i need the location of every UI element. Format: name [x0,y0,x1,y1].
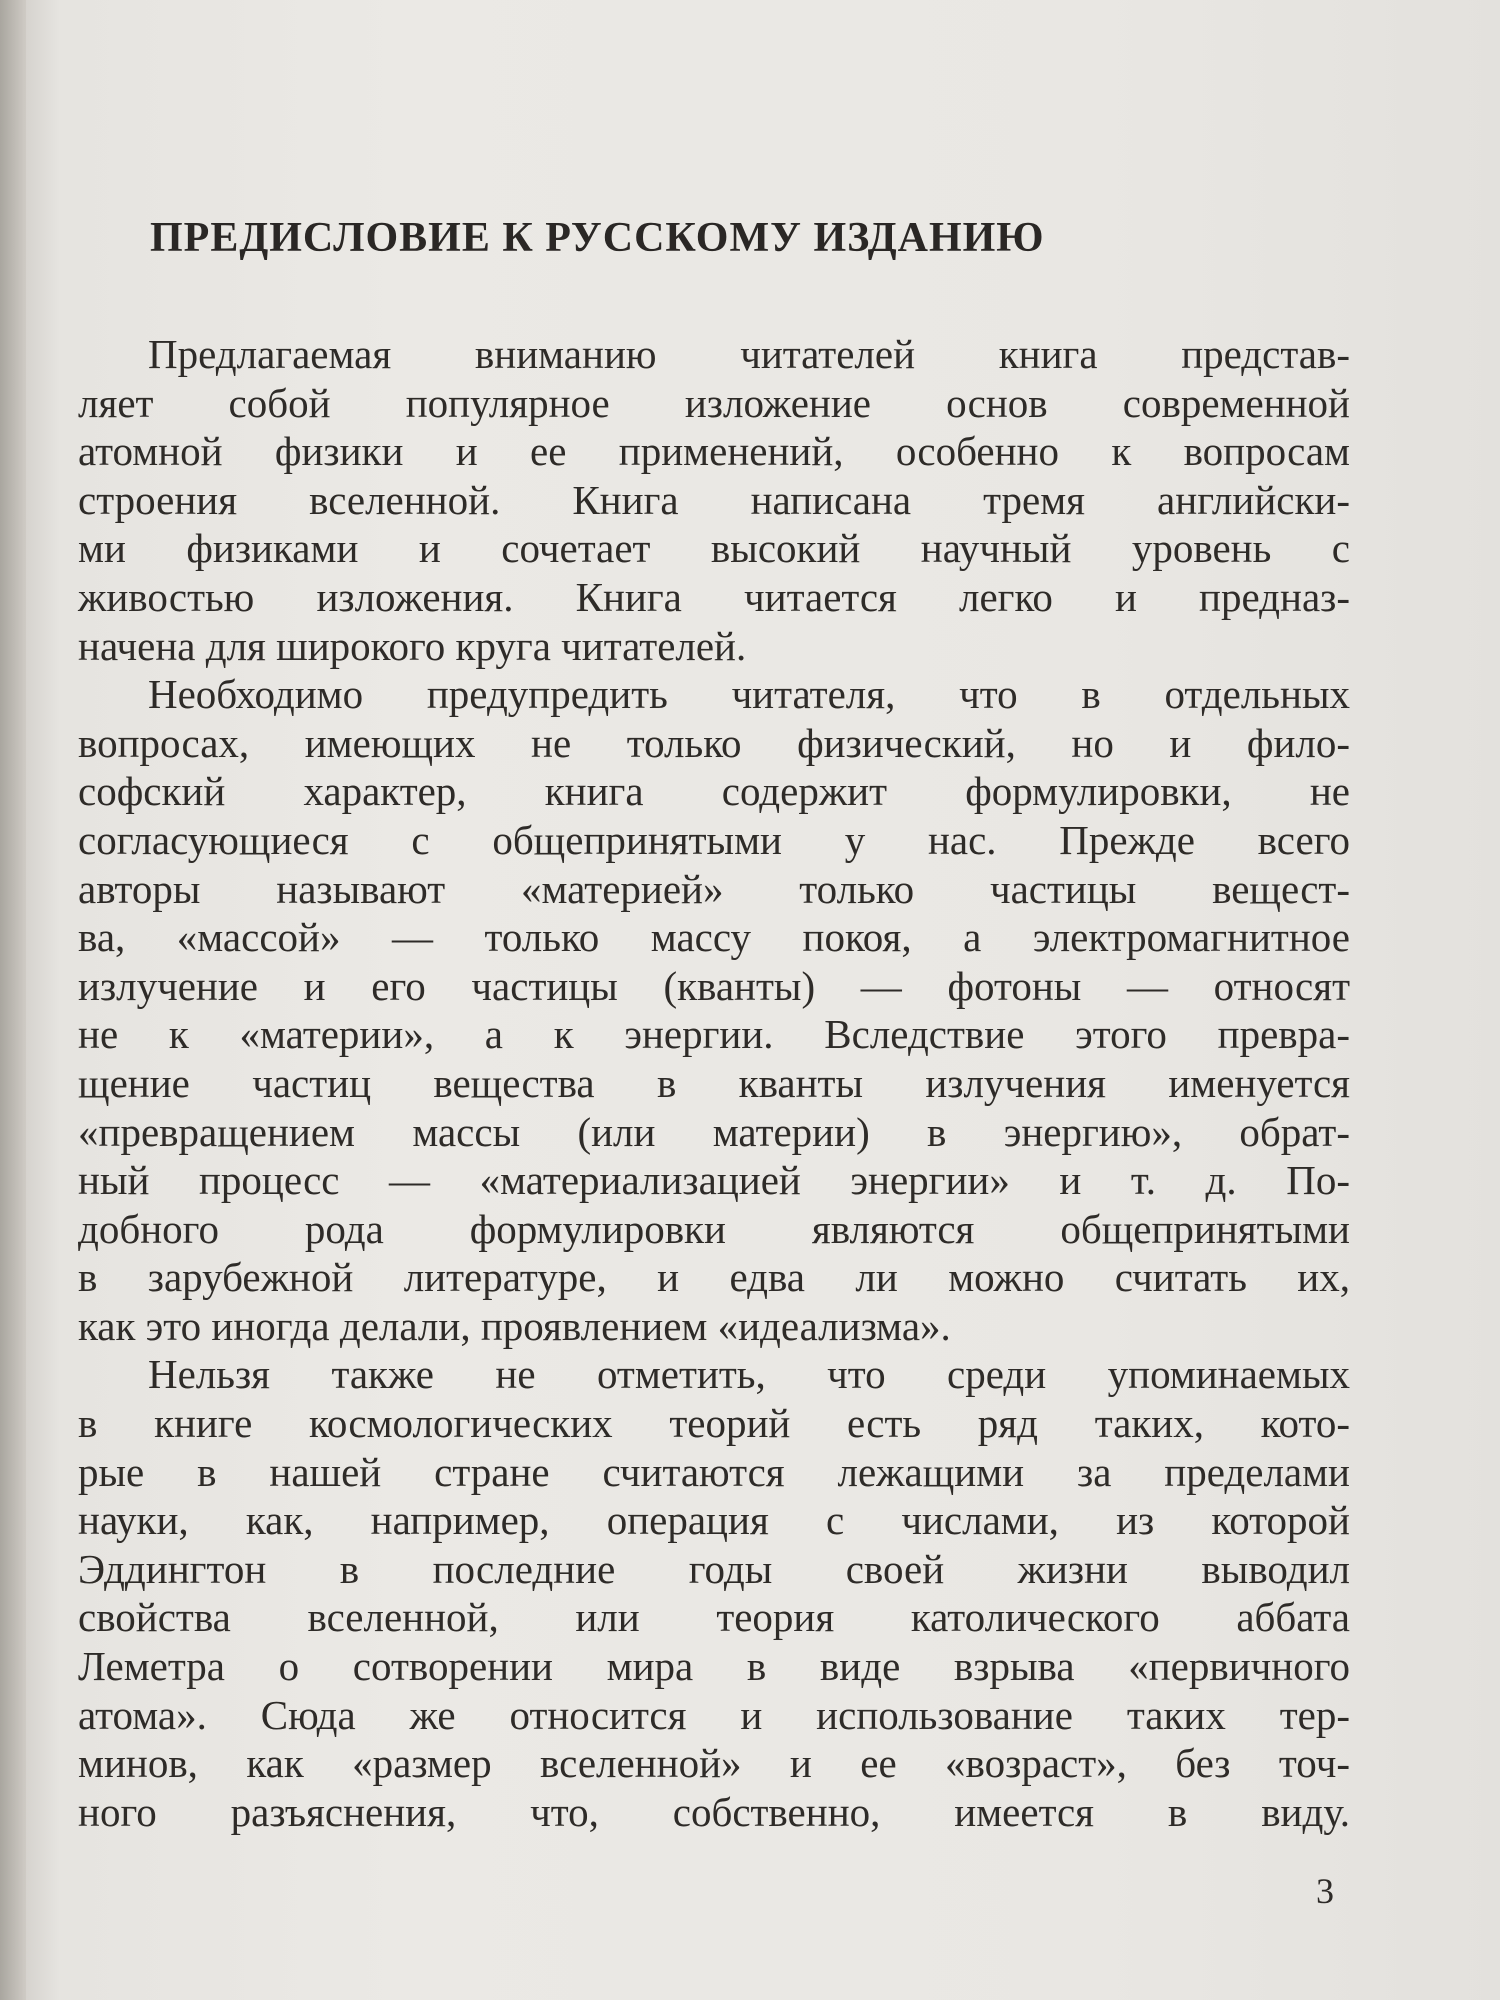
text-line: ва, «массой» — только массу покоя, а электромагнитное [78,914,1350,961]
text-line: щение частиц вещества в кванты излучения именуется [78,1059,1350,1106]
text-line: Необходимо предупредить читателя, что в отдельных [148,671,1350,718]
text-line: рые в нашей стране считаются лежащими за пределами [78,1448,1350,1495]
text-line: ми физиками и сочетает высокий научный уровень с [78,525,1350,572]
text-line: Леметра о сотворении мира в виде взрыва «первичного [78,1643,1350,1690]
text-line: авторы называют «материей» только частицы вещест- [78,865,1350,912]
page-number: 3 [1316,1871,1334,1911]
text-line: как это иногда делали, проявлением «идеализма». [78,1302,951,1349]
text-line: ного разъяснения, что, собственно, имеется в виду. [78,1788,1350,1835]
body-text [78,330,1350,1836]
text-line: добного рода формулировки являются общепринятыми [78,1205,1350,1252]
text-line: атомной физики и ее применений, особенно к вопросам [78,428,1350,475]
text-line: излучение и его частицы (кванты) — фотоны — относят [78,962,1350,1009]
text-line: минов, как «размер вселенной» и ее «возраст», без точ- [78,1740,1350,1787]
text-line: согласующиеся с общепринятыми у нас. Прежде всего [78,816,1350,863]
text-line: строения вселенной. Книга написана тремя английски- [78,476,1350,523]
text-line: «превращением массы (или материи) в энергию», обрат- [78,1108,1350,1155]
text-line: в книге космологических теорий есть ряд таких, кото- [78,1400,1350,1447]
text-line: Нельзя также не отметить, что среди упоминаемых [148,1351,1350,1398]
binding-edge [0,0,26,2000]
text-line: софский характер, книга содержит формулировки, не [78,768,1350,815]
text-line: атома». Сюда же относится и использование таких тер- [78,1691,1350,1738]
text-line: ляет собой популярное изложение основ современной [78,379,1350,426]
text-line: в зарубежной литературе, и едва ли можно считать их, [78,1254,1350,1301]
page-heading: ПРЕДИСЛОВИЕ К РУССКОМУ ИЗДАНИЮ [150,215,1045,261]
text-line: ный процесс — «материализацией энергии» и т. д. По- [78,1157,1350,1204]
text-line: начена для широкого круга читателей. [78,622,747,669]
text-line: не к «материи», а к энергии. Вследствие этого превра- [78,1011,1350,1058]
text-line: живостью изложения. Книга читается легко и предназ- [78,573,1350,620]
text-line: Предлагаемая вниманию читателей книга представ- [148,331,1350,377]
text-line: вопросах, имеющих не только физический, но и фило- [78,719,1350,766]
text-line: свойства вселенной, или теория католического аббата [78,1594,1350,1641]
text-line: Эддингтон в последние годы своей жизни выводил [78,1545,1350,1592]
text-line: науки, как, например, операция с числами, из которой [78,1497,1350,1544]
